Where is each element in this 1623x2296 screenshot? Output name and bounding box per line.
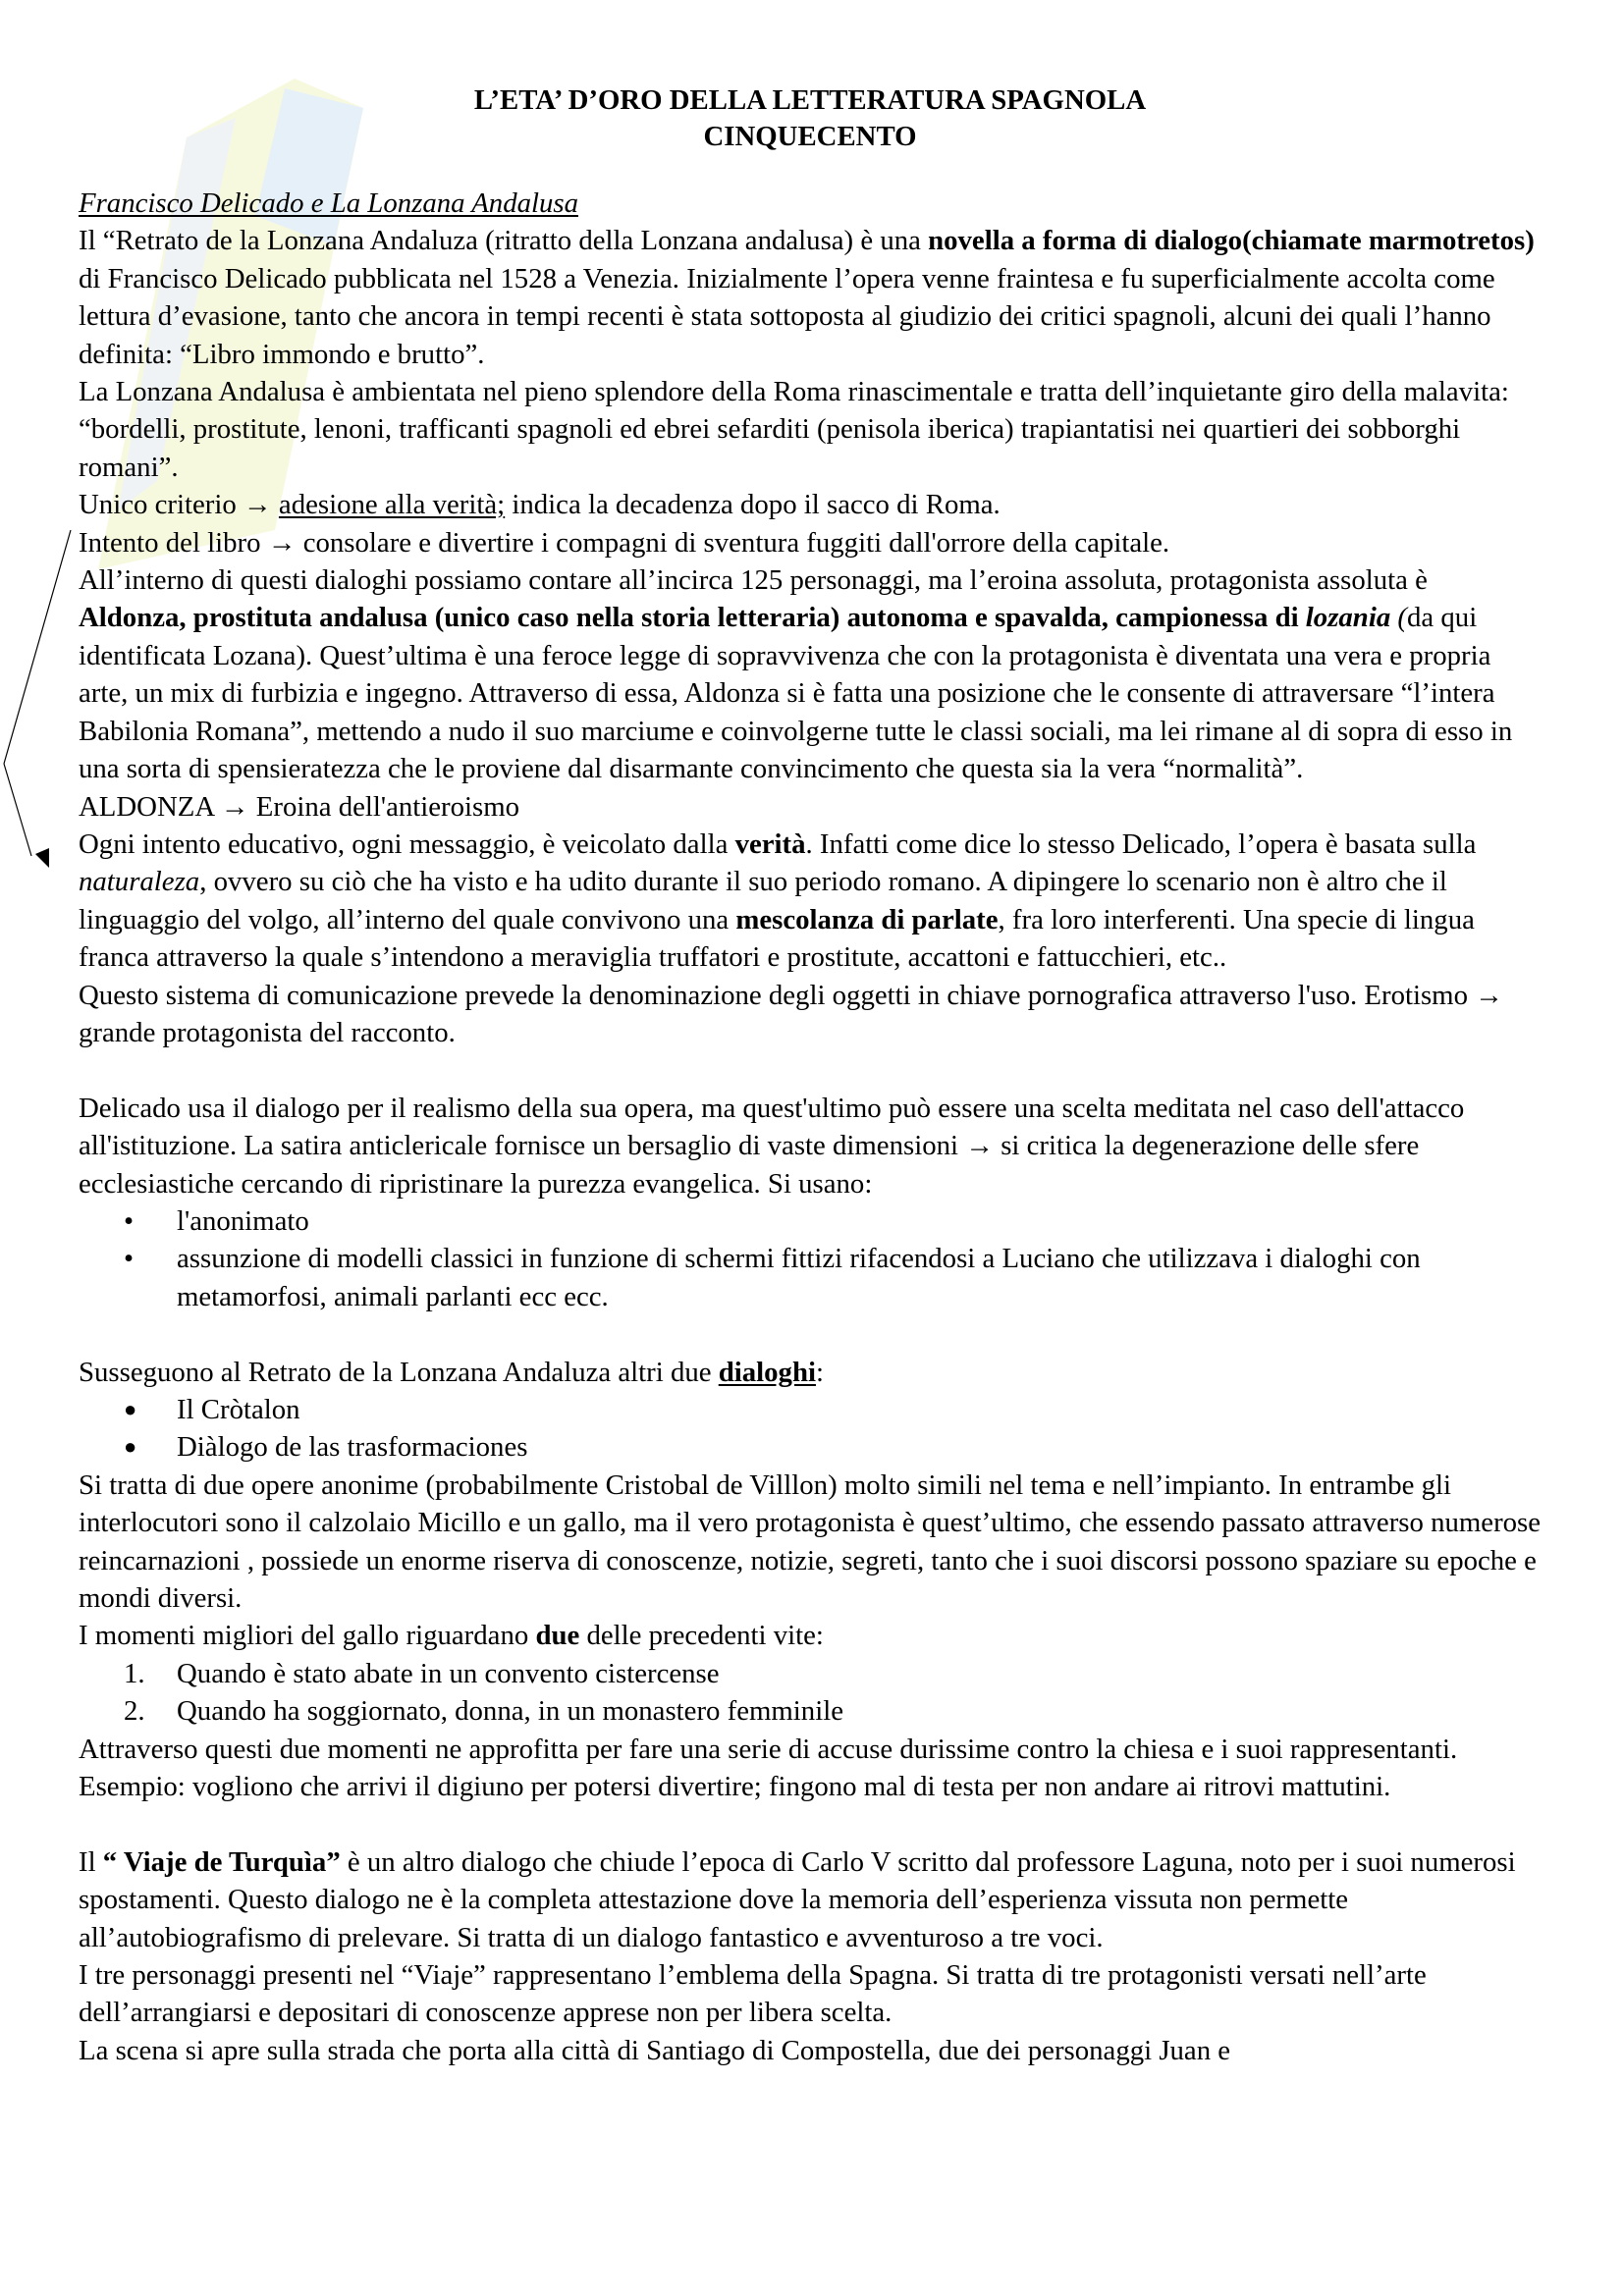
margin-arrow-annotation: [0, 530, 88, 893]
list-number: 2.: [124, 1695, 145, 1728]
list-item: ● Il Cròtalon: [79, 1391, 1542, 1428]
document-title: [79, 82, 1542, 154]
title-line-2: CINQUECENTO: [703, 120, 917, 152]
paragraph-susseguono: Susseguono al Retrato de la Lonzana Andaluza altri due dialoghi:: [79, 1356, 824, 1388]
paragraph-dialogo-realismo: Delicado usa il dialogo per il realismo della sua opera, ma quest'ultimo può essere una scelta meditata nel caso dell'attacco all'istituzione. La satira anticlericale fornisce un bersaglio di vaste dimensioni → si critica la degenerazione delle sfere ecclesiastiche cercando di ripristinare la purezza evangelica. Si usano:: [79, 1092, 1465, 1200]
arrow-head-icon: [35, 848, 49, 868]
list-item: 2. Quando ha soggiornato, donna, in un monastero femminile: [79, 1692, 1542, 1730]
bullet-list-satira: [79, 1202, 1542, 1315]
paragraph-aldonza: ALDONZA → Eroina dell'antieroismo: [79, 790, 520, 823]
bullet-icon: ●: [124, 1434, 137, 1460]
bullet-icon: ●: [124, 1396, 137, 1421]
paragraph-retrato-intro: Il “Retrato de la Lonzana Andaluza (ritratto della Lonzana andalusa) è una novella a forma di dialogo(chiamate marmotretos) di Francisco Delicado pubblicata nel 1528 a Venezia. Inizialmente l’opera venne fraintesa e fu superficialmente accolta come lettura d’evasione, tanto che ancora in tempi recenti è stata sottoposta al giudizio dei critici spagnoli, alcuni dei quali l’hanno definita: “Libro immondo e brutto”.: [79, 225, 1535, 370]
paragraph-comunicazione: Questo sistema di comunicazione prevede la denominazione degli oggetti in chiave pornografica attraverso l'uso. Erotismo → grande protagonista del racconto.: [79, 979, 1503, 1048]
document-body: [79, 82, 1542, 2069]
paragraph-accuse: Attraverso questi due momenti ne approfitta per fare una serie di accuse durissime contro la chiesa e i suoi rappresentanti. Esempio: vogliono che arrivi il digiuno per potersi divertire; fingono mal di testa per non andare ai ritrovi mattutini.: [79, 1733, 1458, 1803]
section-heading: Francisco Delicado e La Lonzana Andalusa: [79, 187, 578, 219]
paragraph-momenti-gallo: I momenti migliori del gallo riguardano due delle precedenti vite:: [79, 1620, 824, 1652]
bullet-list-dialoghi: [79, 1391, 1542, 1467]
list-item: • l'anonimato: [79, 1202, 1542, 1240]
paragraph-viaje-turquia: Il “ Viaje de Turquìa” è un altro dialogo che chiude l’epoca di Carlo V scritto dal professore Laguna, noto per i suoi numerosi spostamenti. Questo dialogo ne è la completa attestazione dove la memoria dell’esperienza vissuta non permette all’autobiografismo di prelevare. Si tratta di un dialogo fantastico e avventuroso a tre voci.: [79, 1845, 1516, 1953]
bullet-icon: •: [124, 1204, 135, 1237]
paragraph-opere-anonime: Si tratta di due opere anonime (probabilmente Cristobal de Villlon) molto simili nel tema e nell’impianto. In entrambe gli interlocutori sono il calzolaio Micillo e un gallo, ma il vero protagonista è quest’ultimo, che essendo passato attraverso numerose reincarnazioni , possiede un enorme riserva di conoscenze, notizie, segreti, tanto che i suoi discorsi possono spaziare su epoche e mondi diversi.: [79, 1468, 1542, 1614]
numbered-list-vite: [79, 1655, 1542, 1731]
list-number: 1.: [124, 1657, 145, 1689]
bullet-icon: •: [124, 1243, 135, 1275]
paragraph-criterio: Unico criterio → adesione alla verità; indica la decadenza dopo il sacco di Roma.: [79, 489, 1001, 521]
title-line-1: L’ETA’ D’ORO DELLA LETTERATURA SPAGNOLA: [473, 84, 1147, 116]
paragraph-ambientazione: La Lonzana Andalusa è ambientata nel pieno splendore della Roma rinascimentale e tratta dell’inquietante giro della malavita: “bordelli, prostitute, lenoni, trafficanti spagnoli ed ebrei sefarditi (penisola iberica) trapiantatisi nei quartieri dei sobborghi romani”.: [79, 376, 1509, 483]
list-item: 1. Quando è stato abate in un convento cistercense: [79, 1655, 1542, 1692]
paragraph-verita: Ogni intento educativo, ogni messaggio, è veicolato dalla verità. Infatti come dice lo stesso Delicado, l’opera è basata sulla naturaleza, ovvero su ciò che ha visto e ha udito durante il suo periodo romano. A dipingere lo scenario non è altro che il linguaggio del volgo, all’interno del quale convivono una mescolanza di parlate, fra loro interferenti. Una specie di lingua franca attraverso la quale s’intendono a meraviglia truffatori e prostitute, accattoni e fattucchieri, etc..: [79, 828, 1477, 974]
paragraph-personaggi: All’interno di questi dialoghi possiamo contare all’incirca 125 personaggi, ma l’eroina assoluta, protagonista assoluta è Aldonza, prostituta andalusa (unico caso nella storia letteraria) autonoma e spavalda, campionessa di lozania (da qui identificata Lozana). Quest’ultima è una feroce legge di sopravvivenza che con la protagonista è diventata una vera e propria arte, un mix di furbizia e ingegno. Attraverso di essa, Aldonza si è fatta una posizione che le consente di attraversare “l’intera Babilonia Romana”, mettendo a nudo il suo marciume e coinvolgerne tutte le classi sociali, ma lei rimane al di sopra di esso in una sorta di spensieratezza che le proviene dal disarmante convincimento che questa sia la vera “normalità”.: [79, 564, 1513, 785]
paragraph-intento: Intento del libro → consolare e divertire i compagni di sventura fuggiti dall'orrore della capitale.: [79, 526, 1170, 559]
paragraph-scena: La scena si apre sulla strada che porta alla città di Santiago di Compostella, due dei personaggi Juan e: [79, 2034, 1231, 2066]
list-item: ● Diàlogo de las trasformaciones: [79, 1428, 1542, 1466]
paragraph-tre-personaggi: I tre personaggi presenti nel “Viaje” rappresentano l’emblema della Spagna. Si tratta di tre protagonisti versati nell’arte dell’arrangiarsi e depositari di conoscenze apprese non per libera scelta.: [79, 1959, 1427, 2029]
list-item: • assunzione di modelli classici in funzione di schermi fittizi rifacendosi a Luciano che utilizzava i dialoghi con metamorfosi, animali parlanti ecc ecc.: [79, 1240, 1542, 1315]
